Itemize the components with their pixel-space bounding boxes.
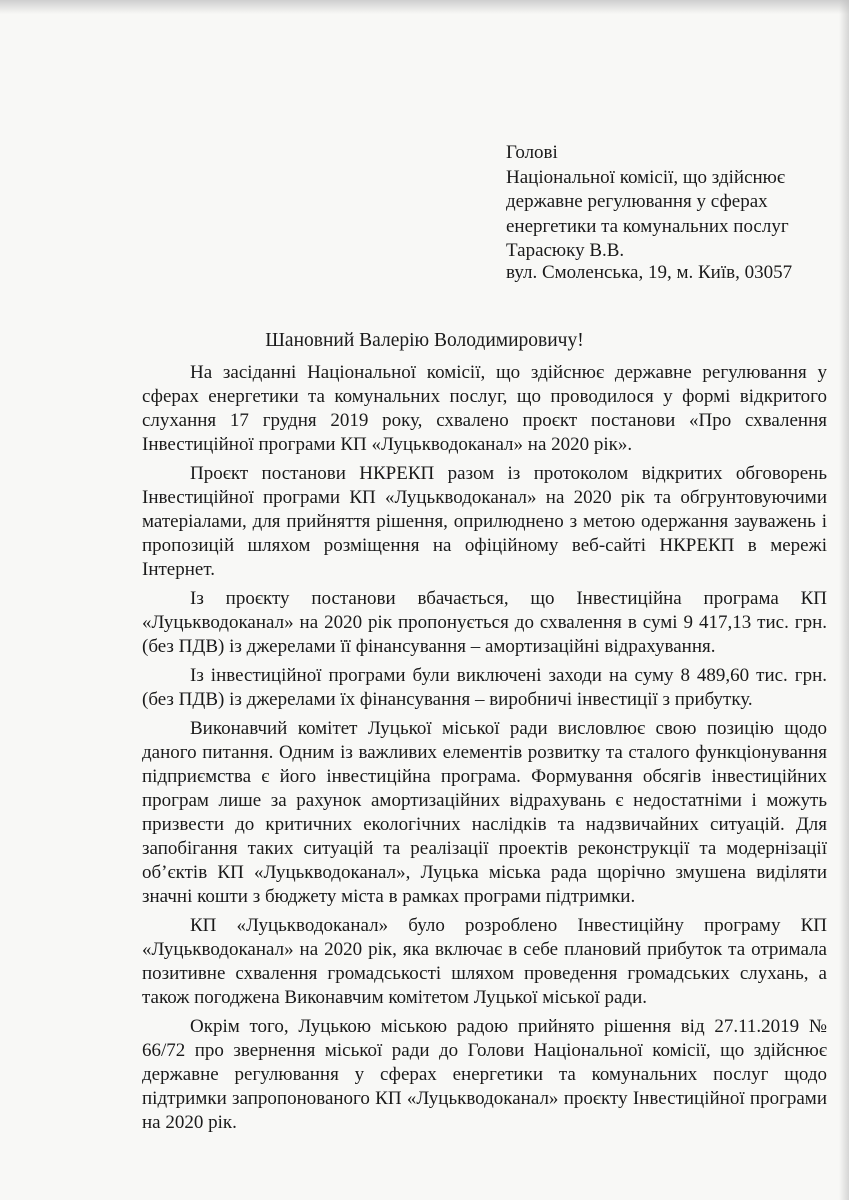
addressee-line: Тарасюку В.В. — [506, 240, 625, 261]
scan-right-shadow — [839, 0, 849, 1200]
paragraph: Із проєкту постанови вбачається, що Інвестиційна програма КП «Луцькводоканал» на 2020 рік пропонується до схвалення в сумі 9 417,13 тис. грн. (без ПДВ) із джерелами її фінансування – амортизаційні відрахування. — [142, 588, 827, 657]
paragraph: Виконавчий комітет Луцької міської ради висловлює свою позицію щодо даного питання. Одним із важливих елементів розвитку та сталого функціонування підприємства є його інвестиційна програма. Формування обсягів інвестиційних програм лише за рахунок амортизаційних відрахувань є недостатніми і можуть призвести до критичних екологічних наслідків та надзвичайних ситуацій. Для запобігання таких ситуацій та реалізації проектів реконструкції та модернізації об’єктів КП «Луцькводоканал», Луцька міська рада щорічно змушена виділяти значні кошти з бюджету міста в рамках програми підтримки. — [142, 718, 827, 907]
paragraph: Проєкт постанови НКРЕКП разом із протоколом відкритих обговорень Інвестиційної програми КП «Луцькводоканал» на 2020 рік та обгрунтовуючими матеріалами, для прийняття рішення, оприлюднено з метою одержання зауважень і пропозицій шляхом розміщення на офіційному веб-сайті НКРЕКП в мережі Інтернет. — [142, 463, 827, 580]
paragraph: На засіданні Національної комісії, що здійснює державне регулювання у сферах енергетики та комунальних послуг, що проводилося у формі відкритого слухання 17 грудня 2019 року, схвалено проєкт постанови «Про схвалення Інвестиційної програми КП «Луцькводоканал» на 2020 рік». — [142, 362, 827, 455]
paragraph: Із інвестиційної програми були виключені заходи на суму 8 489,60 тис. грн. (без ПДВ) із джерелами їх фінансування – виробничі інвестиції з прибутку. — [142, 665, 827, 710]
paragraph: КП «Луцькводоканал» було розроблено Інвестиційну програму КП «Луцькводоканал» на 2020 рік, яка включає в себе плановий прибуток та отримала позитивне схвалення громадськості шляхом проведення громадських слухань, а також погоджена Виконавчим комітетом Луцької міської ради. — [142, 915, 827, 1008]
addressee-line: енергетики та комунальних послуг — [506, 215, 789, 237]
addressee-line: Національної комісії, що здійснює — [506, 166, 786, 188]
scan-top-shadow — [0, 0, 849, 14]
paragraph: Окрім того, Луцькою міською радою прийнято рішення від 27.11.2019 № 66/72 про звернення міської ради до Голови Національної комісії, що здійснює державне регулювання у сферах енергетики та комунальних послуг щодо підтримки запропонованого КП «Луцькводоканал» проєкту Інвестиційної програми на 2020 рік. — [142, 1016, 827, 1133]
addressee-line: державне регулювання у сферах — [506, 191, 768, 212]
addressee-block — [506, 141, 826, 264]
letter-body — [142, 361, 827, 1140]
addressee-address: вул. Смоленська, 19, м. Київ, 03057 — [506, 262, 793, 283]
addressee-line: Голові — [506, 142, 558, 163]
salutation: Шановний Валерію Володимировичу! — [265, 330, 584, 351]
